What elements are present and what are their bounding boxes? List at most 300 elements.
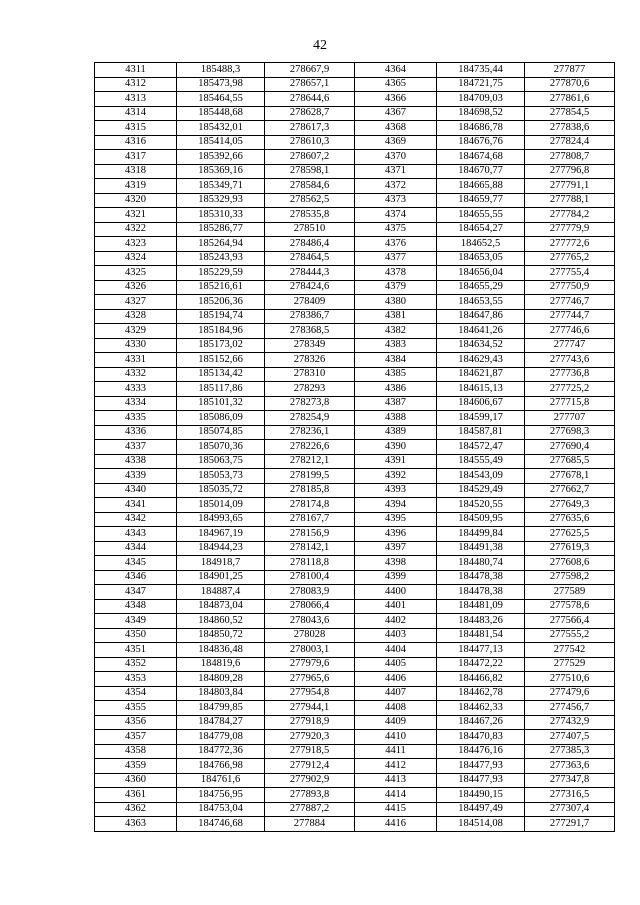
- point-number-right: 4371: [355, 164, 437, 179]
- x-coordinate-left: 184836,48: [177, 643, 265, 658]
- x-coordinate-left: 184819,6: [177, 657, 265, 672]
- x-coordinate-right: 184481,09: [437, 599, 525, 614]
- point-number-left: 4355: [95, 701, 177, 716]
- y-coordinate-left: 278644,6: [265, 92, 355, 107]
- y-coordinate-left: 278386,7: [265, 309, 355, 324]
- point-number-left: 4362: [95, 802, 177, 817]
- table-row: [95, 454, 615, 469]
- point-number-right: 4407: [355, 686, 437, 701]
- y-coordinate-left: 278424,6: [265, 280, 355, 295]
- point-number-right: 4416: [355, 817, 437, 832]
- point-number-right: 4395: [355, 512, 437, 527]
- y-coordinate-left: 278535,8: [265, 208, 355, 223]
- y-coordinate-right: 277743,6: [525, 353, 615, 368]
- y-coordinate-right: 277316,5: [525, 788, 615, 803]
- point-number-right: 4400: [355, 585, 437, 600]
- x-coordinate-left: 184784,27: [177, 715, 265, 730]
- point-number-left: 4323: [95, 237, 177, 252]
- x-coordinate-right: 184467,26: [437, 715, 525, 730]
- point-number-right: 4386: [355, 382, 437, 397]
- x-coordinate-right: 184491,38: [437, 541, 525, 556]
- x-coordinate-right: 184674,68: [437, 150, 525, 165]
- point-number-left: 4344: [95, 541, 177, 556]
- y-coordinate-right: 277555,2: [525, 628, 615, 643]
- y-coordinate-right: 277649,3: [525, 498, 615, 513]
- point-number-right: 4365: [355, 77, 437, 92]
- table-row: [95, 63, 615, 78]
- point-number-left: 4349: [95, 614, 177, 629]
- y-coordinate-left: 278199,5: [265, 469, 355, 484]
- point-number-right: 4383: [355, 338, 437, 353]
- y-coordinate-right: 277772,6: [525, 237, 615, 252]
- point-number-left: 4360: [95, 773, 177, 788]
- table-row: [95, 773, 615, 788]
- x-coordinate-left: 185286,77: [177, 222, 265, 237]
- x-coordinate-right: 184698,52: [437, 106, 525, 121]
- y-coordinate-left: 278226,6: [265, 440, 355, 455]
- y-coordinate-right: 277619,3: [525, 541, 615, 556]
- y-coordinate-left: 278310: [265, 367, 355, 382]
- y-coordinate-right: 277589: [525, 585, 615, 600]
- x-coordinate-right: 184477,13: [437, 643, 525, 658]
- y-coordinate-right: 277432,9: [525, 715, 615, 730]
- point-number-right: 4402: [355, 614, 437, 629]
- point-number-right: 4394: [355, 498, 437, 513]
- point-number-right: 4382: [355, 324, 437, 339]
- point-number-left: 4327: [95, 295, 177, 310]
- point-number-left: 4348: [95, 599, 177, 614]
- y-coordinate-right: 277690,4: [525, 440, 615, 455]
- y-coordinate-left: 278628,7: [265, 106, 355, 121]
- x-coordinate-left: 184887,4: [177, 585, 265, 600]
- table-row: [95, 585, 615, 600]
- y-coordinate-right: 277791,1: [525, 179, 615, 194]
- x-coordinate-right: 184659,77: [437, 193, 525, 208]
- point-number-left: 4318: [95, 164, 177, 179]
- x-coordinate-right: 184520,55: [437, 498, 525, 513]
- table-row: [95, 628, 615, 643]
- y-coordinate-right: 277407,5: [525, 730, 615, 745]
- table-row: [95, 614, 615, 629]
- point-number-right: 4366: [355, 92, 437, 107]
- table-row: [95, 251, 615, 266]
- y-coordinate-left: 277893,8: [265, 788, 355, 803]
- point-number-left: 4315: [95, 121, 177, 136]
- x-coordinate-right: 184477,93: [437, 773, 525, 788]
- x-coordinate-left: 185194,74: [177, 309, 265, 324]
- y-coordinate-left: 278174,8: [265, 498, 355, 513]
- x-coordinate-left: 185216,61: [177, 280, 265, 295]
- x-coordinate-left: 185117,86: [177, 382, 265, 397]
- x-coordinate-left: 185206,36: [177, 295, 265, 310]
- table-row: [95, 237, 615, 252]
- y-coordinate-left: 277920,3: [265, 730, 355, 745]
- y-coordinate-left: 278254,9: [265, 411, 355, 426]
- x-coordinate-right: 184476,16: [437, 744, 525, 759]
- table-row: [95, 92, 615, 107]
- point-number-right: 4368: [355, 121, 437, 136]
- table-row: [95, 744, 615, 759]
- table-row: [95, 382, 615, 397]
- point-number-right: 4372: [355, 179, 437, 194]
- y-coordinate-left: 278610,3: [265, 135, 355, 150]
- table-row: [95, 425, 615, 440]
- point-number-left: 4345: [95, 556, 177, 571]
- x-coordinate-left: 184772,36: [177, 744, 265, 759]
- x-coordinate-right: 184462,78: [437, 686, 525, 701]
- y-coordinate-left: 278142,1: [265, 541, 355, 556]
- x-coordinate-right: 184490,15: [437, 788, 525, 803]
- point-number-right: 4415: [355, 802, 437, 817]
- x-coordinate-right: 184654,27: [437, 222, 525, 237]
- x-coordinate-left: 185014,09: [177, 498, 265, 513]
- point-number-left: 4319: [95, 179, 177, 194]
- x-coordinate-right: 184478,38: [437, 570, 525, 585]
- point-number-right: 4413: [355, 773, 437, 788]
- table-row: [95, 179, 615, 194]
- y-coordinate-left: 278657,1: [265, 77, 355, 92]
- x-coordinate-right: 184481,54: [437, 628, 525, 643]
- y-coordinate-right: 277566,4: [525, 614, 615, 629]
- y-coordinate-right: 277877: [525, 63, 615, 78]
- y-coordinate-left: 278409: [265, 295, 355, 310]
- y-coordinate-left: 278667,9: [265, 63, 355, 78]
- x-coordinate-right: 184634,52: [437, 338, 525, 353]
- y-coordinate-right: 277479,6: [525, 686, 615, 701]
- x-coordinate-left: 184746,68: [177, 817, 265, 832]
- point-number-left: 4314: [95, 106, 177, 121]
- x-coordinate-left: 184850,72: [177, 628, 265, 643]
- x-coordinate-right: 184676,76: [437, 135, 525, 150]
- point-number-left: 4353: [95, 672, 177, 687]
- table-row: [95, 295, 615, 310]
- y-coordinate-left: 278236,1: [265, 425, 355, 440]
- table-row: [95, 121, 615, 136]
- table-row: [95, 411, 615, 426]
- y-coordinate-left: 278273,8: [265, 396, 355, 411]
- x-coordinate-left: 185310,33: [177, 208, 265, 223]
- x-coordinate-left: 185473,98: [177, 77, 265, 92]
- y-coordinate-right: 277707: [525, 411, 615, 426]
- point-number-right: 4384: [355, 353, 437, 368]
- table-row: [95, 788, 615, 803]
- point-number-left: 4312: [95, 77, 177, 92]
- y-coordinate-right: 277861,6: [525, 92, 615, 107]
- point-number-left: 4317: [95, 150, 177, 165]
- point-number-right: 4374: [355, 208, 437, 223]
- x-coordinate-right: 184509,95: [437, 512, 525, 527]
- x-coordinate-left: 184756,95: [177, 788, 265, 803]
- y-coordinate-left: 278185,8: [265, 483, 355, 498]
- x-coordinate-right: 184721,75: [437, 77, 525, 92]
- y-coordinate-left: 277944,1: [265, 701, 355, 716]
- y-coordinate-left: 278083,9: [265, 585, 355, 600]
- y-coordinate-right: 277746,7: [525, 295, 615, 310]
- x-coordinate-left: 185086,09: [177, 411, 265, 426]
- table-row: [95, 77, 615, 92]
- y-coordinate-left: 277954,8: [265, 686, 355, 701]
- x-coordinate-left: 185035,72: [177, 483, 265, 498]
- y-coordinate-left: 278326: [265, 353, 355, 368]
- y-coordinate-left: 278444,3: [265, 266, 355, 281]
- point-number-right: 4387: [355, 396, 437, 411]
- y-coordinate-right: 277750,9: [525, 280, 615, 295]
- y-coordinate-left: 278617,3: [265, 121, 355, 136]
- point-number-right: 4380: [355, 295, 437, 310]
- point-number-left: 4359: [95, 759, 177, 774]
- point-number-right: 4389: [355, 425, 437, 440]
- table-row: [95, 527, 615, 542]
- table-row: [95, 686, 615, 701]
- x-coordinate-right: 184621,87: [437, 367, 525, 382]
- x-coordinate-left: 185432,01: [177, 121, 265, 136]
- table-row: [95, 701, 615, 716]
- x-coordinate-left: 185243,93: [177, 251, 265, 266]
- point-number-right: 4390: [355, 440, 437, 455]
- x-coordinate-right: 184483,26: [437, 614, 525, 629]
- y-coordinate-right: 277755,4: [525, 266, 615, 281]
- y-coordinate-right: 277542: [525, 643, 615, 658]
- x-coordinate-right: 184606,67: [437, 396, 525, 411]
- point-number-right: 4404: [355, 643, 437, 658]
- x-coordinate-left: 185229,59: [177, 266, 265, 281]
- y-coordinate-left: 277884: [265, 817, 355, 832]
- x-coordinate-right: 184686,78: [437, 121, 525, 136]
- table-row: [95, 802, 615, 817]
- y-coordinate-right: 277291,7: [525, 817, 615, 832]
- y-coordinate-right: 277824,4: [525, 135, 615, 150]
- point-number-left: 4350: [95, 628, 177, 643]
- x-coordinate-right: 184652,5: [437, 237, 525, 252]
- x-coordinate-left: 184901,25: [177, 570, 265, 585]
- table-row: [95, 469, 615, 484]
- x-coordinate-left: 184944,23: [177, 541, 265, 556]
- point-number-right: 4392: [355, 469, 437, 484]
- x-coordinate-right: 184647,86: [437, 309, 525, 324]
- y-coordinate-left: 278167,7: [265, 512, 355, 527]
- y-coordinate-left: 277902,9: [265, 773, 355, 788]
- y-coordinate-right: 277456,7: [525, 701, 615, 716]
- y-coordinate-right: 277784,2: [525, 208, 615, 223]
- point-number-right: 4388: [355, 411, 437, 426]
- y-coordinate-right: 277385,3: [525, 744, 615, 759]
- point-number-left: 4356: [95, 715, 177, 730]
- x-coordinate-right: 184470,83: [437, 730, 525, 745]
- point-number-left: 4363: [95, 817, 177, 832]
- y-coordinate-right: 277363,6: [525, 759, 615, 774]
- x-coordinate-right: 184514,08: [437, 817, 525, 832]
- point-number-right: 4399: [355, 570, 437, 585]
- x-coordinate-left: 184809,28: [177, 672, 265, 687]
- y-coordinate-right: 277307,4: [525, 802, 615, 817]
- x-coordinate-left: 184993,65: [177, 512, 265, 527]
- y-coordinate-right: 277678,1: [525, 469, 615, 484]
- y-coordinate-right: 277765,2: [525, 251, 615, 266]
- x-coordinate-left: 185349,71: [177, 179, 265, 194]
- point-number-left: 4334: [95, 396, 177, 411]
- table-row: [95, 817, 615, 832]
- table-row: [95, 759, 615, 774]
- table-row: [95, 222, 615, 237]
- y-coordinate-left: 278118,8: [265, 556, 355, 571]
- table-row: [95, 570, 615, 585]
- point-number-right: 4414: [355, 788, 437, 803]
- point-number-right: 4403: [355, 628, 437, 643]
- table-row: [95, 657, 615, 672]
- x-coordinate-right: 184655,29: [437, 280, 525, 295]
- point-number-right: 4397: [355, 541, 437, 556]
- x-coordinate-left: 185369,16: [177, 164, 265, 179]
- y-coordinate-left: 278156,9: [265, 527, 355, 542]
- y-coordinate-left: 278028: [265, 628, 355, 643]
- point-number-left: 4311: [95, 63, 177, 78]
- point-number-right: 4409: [355, 715, 437, 730]
- y-coordinate-right: 277715,8: [525, 396, 615, 411]
- point-number-left: 4313: [95, 92, 177, 107]
- point-number-left: 4316: [95, 135, 177, 150]
- point-number-right: 4398: [355, 556, 437, 571]
- y-coordinate-left: 278486,4: [265, 237, 355, 252]
- point-number-left: 4346: [95, 570, 177, 585]
- x-coordinate-left: 184873,04: [177, 599, 265, 614]
- point-number-right: 4391: [355, 454, 437, 469]
- y-coordinate-left: 278607,2: [265, 150, 355, 165]
- table-row: [95, 672, 615, 687]
- y-coordinate-left: 278003,1: [265, 643, 355, 658]
- x-coordinate-left: 185053,73: [177, 469, 265, 484]
- point-number-left: 4330: [95, 338, 177, 353]
- point-number-right: 4410: [355, 730, 437, 745]
- y-coordinate-right: 277725,2: [525, 382, 615, 397]
- table-row: [95, 135, 615, 150]
- x-coordinate-right: 184462,33: [437, 701, 525, 716]
- x-coordinate-left: 185063,75: [177, 454, 265, 469]
- table-row: [95, 715, 615, 730]
- x-coordinate-right: 184709,03: [437, 92, 525, 107]
- x-coordinate-right: 184615,13: [437, 382, 525, 397]
- point-number-left: 4340: [95, 483, 177, 498]
- point-number-right: 4412: [355, 759, 437, 774]
- y-coordinate-right: 277854,5: [525, 106, 615, 121]
- page-number: 42: [313, 38, 327, 53]
- x-coordinate-right: 184499,84: [437, 527, 525, 542]
- point-number-left: 4322: [95, 222, 177, 237]
- table-row: [95, 730, 615, 745]
- x-coordinate-left: 185448,68: [177, 106, 265, 121]
- x-coordinate-left: 185184,96: [177, 324, 265, 339]
- x-coordinate-left: 185134,42: [177, 367, 265, 382]
- table-row: [95, 280, 615, 295]
- y-coordinate-right: 277635,6: [525, 512, 615, 527]
- y-coordinate-right: 277870,6: [525, 77, 615, 92]
- point-number-left: 4343: [95, 527, 177, 542]
- y-coordinate-left: 277912,4: [265, 759, 355, 774]
- x-coordinate-right: 184641,26: [437, 324, 525, 339]
- y-coordinate-left: 278584,6: [265, 179, 355, 194]
- x-coordinate-left: 184803,84: [177, 686, 265, 701]
- x-coordinate-right: 184480,74: [437, 556, 525, 571]
- x-coordinate-right: 184472,22: [437, 657, 525, 672]
- point-number-right: 4393: [355, 483, 437, 498]
- y-coordinate-right: 277788,1: [525, 193, 615, 208]
- coordinates-table: [94, 62, 615, 832]
- y-coordinate-right: 277685,5: [525, 454, 615, 469]
- x-coordinate-left: 185414,05: [177, 135, 265, 150]
- point-number-right: 4385: [355, 367, 437, 382]
- point-number-left: 4335: [95, 411, 177, 426]
- point-number-left: 4337: [95, 440, 177, 455]
- point-number-right: 4379: [355, 280, 437, 295]
- y-coordinate-right: 277510,6: [525, 672, 615, 687]
- point-number-left: 4331: [95, 353, 177, 368]
- y-coordinate-left: 278368,5: [265, 324, 355, 339]
- point-number-right: 4411: [355, 744, 437, 759]
- y-coordinate-left: 278510: [265, 222, 355, 237]
- table-row: [95, 208, 615, 223]
- table-row: [95, 106, 615, 121]
- point-number-right: 4376: [355, 237, 437, 252]
- y-coordinate-right: 277808,7: [525, 150, 615, 165]
- point-number-left: 4341: [95, 498, 177, 513]
- x-coordinate-left: 184967,19: [177, 527, 265, 542]
- table-row: [95, 164, 615, 179]
- point-number-left: 4361: [95, 788, 177, 803]
- point-number-left: 4336: [95, 425, 177, 440]
- x-coordinate-left: 185101,32: [177, 396, 265, 411]
- x-coordinate-right: 184599,17: [437, 411, 525, 426]
- point-number-right: 4377: [355, 251, 437, 266]
- x-coordinate-right: 184497,49: [437, 802, 525, 817]
- x-coordinate-right: 184655,55: [437, 208, 525, 223]
- x-coordinate-right: 184477,93: [437, 759, 525, 774]
- table-row: [95, 309, 615, 324]
- x-coordinate-left: 185074,85: [177, 425, 265, 440]
- point-number-right: 4381: [355, 309, 437, 324]
- y-coordinate-left: 278293: [265, 382, 355, 397]
- x-coordinate-right: 184670,77: [437, 164, 525, 179]
- table-row: [95, 193, 615, 208]
- y-coordinate-left: 277979,6: [265, 657, 355, 672]
- y-coordinate-right: 277578,6: [525, 599, 615, 614]
- x-coordinate-right: 184478,38: [437, 585, 525, 600]
- x-coordinate-left: 184918,7: [177, 556, 265, 571]
- coordinates-table-body: [95, 63, 615, 832]
- point-number-right: 4401: [355, 599, 437, 614]
- point-number-left: 4326: [95, 280, 177, 295]
- y-coordinate-left: 277918,5: [265, 744, 355, 759]
- x-coordinate-right: 184653,05: [437, 251, 525, 266]
- x-coordinate-right: 184466,82: [437, 672, 525, 687]
- x-coordinate-left: 184860,52: [177, 614, 265, 629]
- x-coordinate-left: 184779,08: [177, 730, 265, 745]
- point-number-left: 4342: [95, 512, 177, 527]
- point-number-right: 4408: [355, 701, 437, 716]
- y-coordinate-left: 277965,6: [265, 672, 355, 687]
- table-row: [95, 396, 615, 411]
- x-coordinate-left: 185264,94: [177, 237, 265, 252]
- y-coordinate-left: 278066,4: [265, 599, 355, 614]
- x-coordinate-left: 185488,3: [177, 63, 265, 78]
- y-coordinate-left: 278212,1: [265, 454, 355, 469]
- x-coordinate-right: 184653,55: [437, 295, 525, 310]
- point-number-left: 4328: [95, 309, 177, 324]
- point-number-right: 4367: [355, 106, 437, 121]
- point-number-left: 4332: [95, 367, 177, 382]
- y-coordinate-left: 278043,6: [265, 614, 355, 629]
- y-coordinate-right: 277625,5: [525, 527, 615, 542]
- x-coordinate-right: 184543,09: [437, 469, 525, 484]
- y-coordinate-right: 277662,7: [525, 483, 615, 498]
